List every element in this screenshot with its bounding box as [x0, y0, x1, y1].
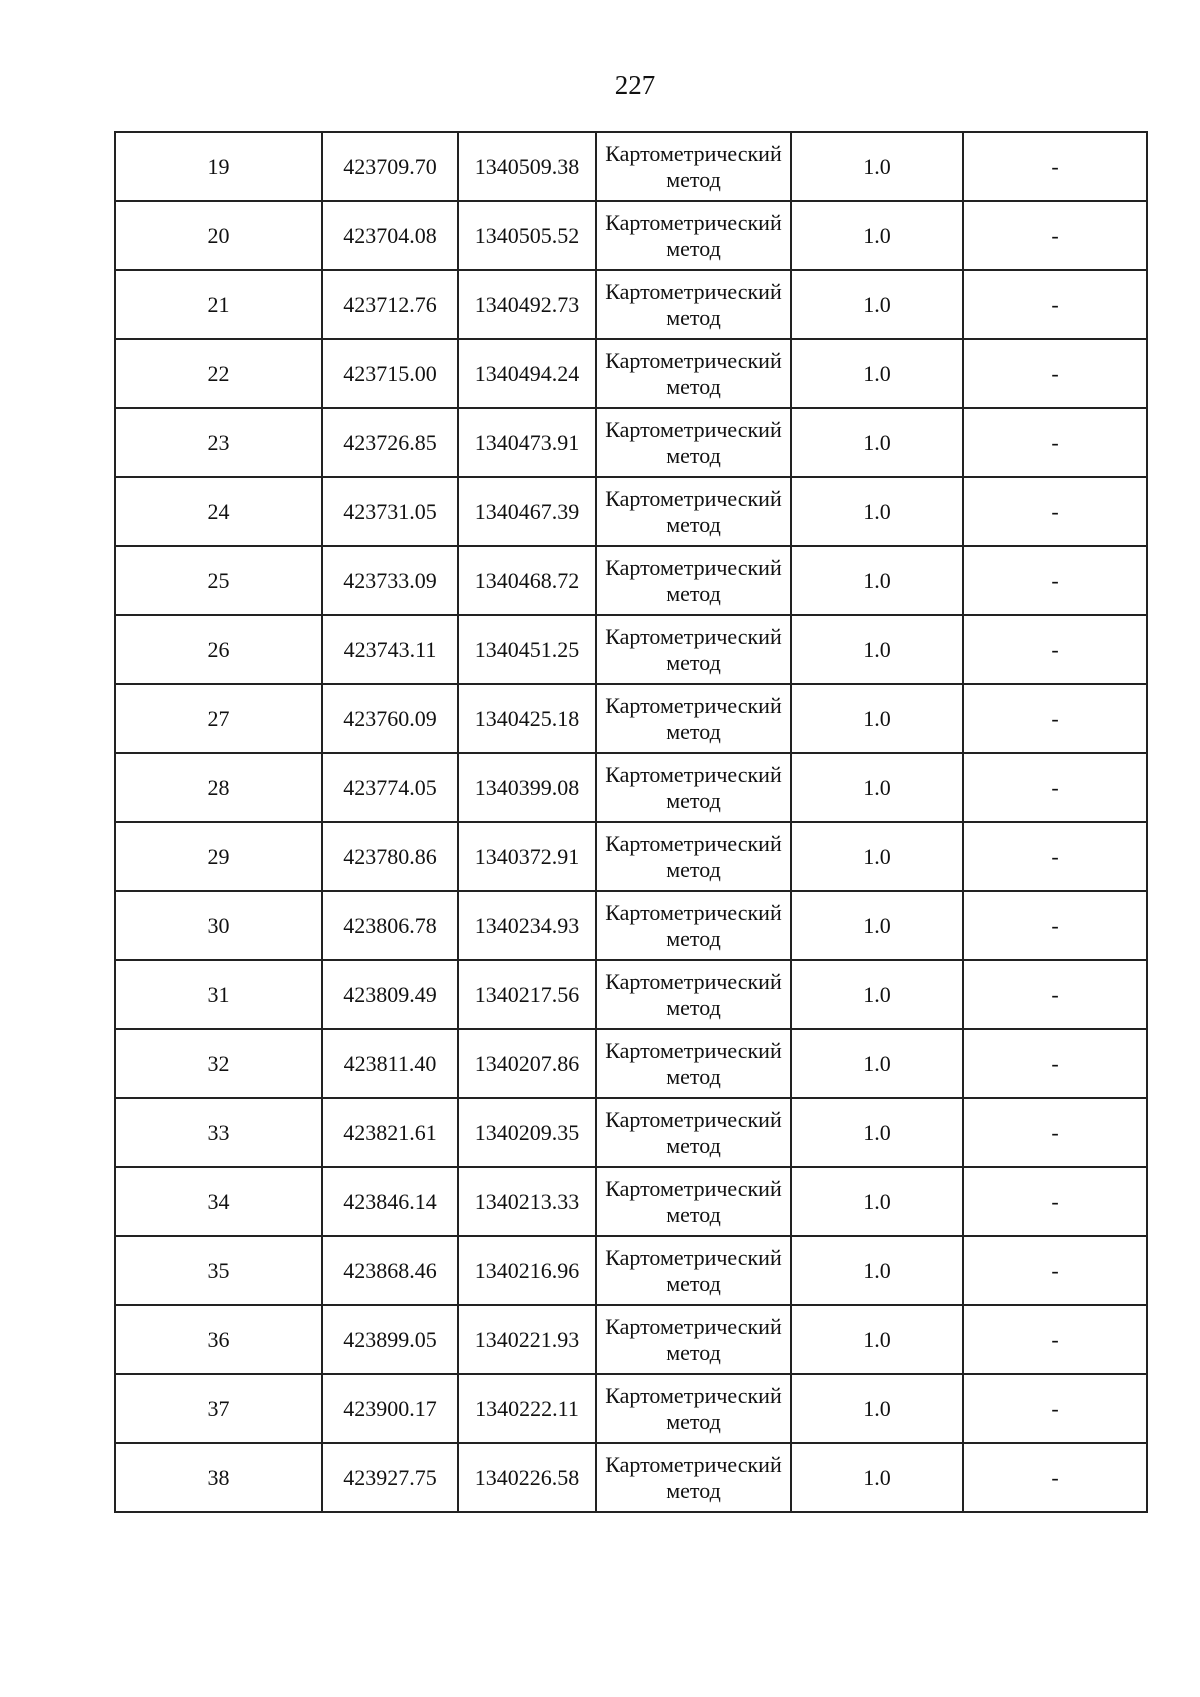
note-cell: -	[963, 132, 1147, 201]
x-coordinate-cell: 423821.61	[322, 1098, 458, 1167]
table-row	[115, 822, 1147, 891]
note-cell: -	[963, 408, 1147, 477]
note-cell: -	[963, 201, 1147, 270]
note-cell: -	[963, 270, 1147, 339]
method-label-line2: метод	[666, 1477, 721, 1503]
method-label-line2: метод	[666, 1408, 721, 1434]
y-coordinate-cell: 1340213.33	[458, 1167, 596, 1236]
table-row	[115, 1098, 1147, 1167]
table-row	[115, 408, 1147, 477]
note-cell: -	[963, 891, 1147, 960]
table-row	[115, 1029, 1147, 1098]
x-coordinate-cell: 423726.85	[322, 408, 458, 477]
method-label-line1: Картометрический	[605, 968, 782, 994]
y-coordinate-cell: 1340425.18	[458, 684, 596, 753]
method-cell	[596, 684, 791, 753]
x-coordinate-cell: 423868.46	[322, 1236, 458, 1305]
method-cell	[596, 891, 791, 960]
method-label-line1: Картометрический	[605, 1244, 782, 1270]
method-cell	[596, 1236, 791, 1305]
accuracy-cell: 1.0	[791, 132, 963, 201]
point-number-cell: 38	[115, 1443, 322, 1512]
method-label-line2: метод	[666, 304, 721, 330]
method-label-line2: метод	[666, 166, 721, 192]
point-number-cell: 31	[115, 960, 322, 1029]
method-cell	[596, 477, 791, 546]
x-coordinate-cell: 423704.08	[322, 201, 458, 270]
y-coordinate-cell: 1340217.56	[458, 960, 596, 1029]
method-label-line2: метод	[666, 511, 721, 537]
note-cell: -	[963, 1374, 1147, 1443]
note-cell: -	[963, 1305, 1147, 1374]
point-number-cell: 29	[115, 822, 322, 891]
point-number-cell: 35	[115, 1236, 322, 1305]
x-coordinate-cell: 423811.40	[322, 1029, 458, 1098]
method-cell	[596, 201, 791, 270]
method-cell	[596, 1374, 791, 1443]
method-cell	[596, 1029, 791, 1098]
point-number-cell: 19	[115, 132, 322, 201]
y-coordinate-cell: 1340399.08	[458, 753, 596, 822]
point-number-cell: 27	[115, 684, 322, 753]
note-cell: -	[963, 753, 1147, 822]
point-number-cell: 23	[115, 408, 322, 477]
note-cell: -	[963, 1167, 1147, 1236]
table-row	[115, 339, 1147, 408]
point-number-cell: 36	[115, 1305, 322, 1374]
note-cell: -	[963, 1029, 1147, 1098]
method-label-line2: метод	[666, 1201, 721, 1227]
note-cell: -	[963, 960, 1147, 1029]
note-cell: -	[963, 1236, 1147, 1305]
accuracy-cell: 1.0	[791, 822, 963, 891]
accuracy-cell: 1.0	[791, 1305, 963, 1374]
method-cell	[596, 753, 791, 822]
method-label-line1: Картометрический	[605, 554, 782, 580]
accuracy-cell: 1.0	[791, 270, 963, 339]
point-number-cell: 28	[115, 753, 322, 822]
x-coordinate-cell: 423715.00	[322, 339, 458, 408]
point-number-cell: 24	[115, 477, 322, 546]
method-cell	[596, 546, 791, 615]
note-cell: -	[963, 684, 1147, 753]
x-coordinate-cell: 423712.76	[322, 270, 458, 339]
table-row	[115, 891, 1147, 960]
table-row	[115, 615, 1147, 684]
x-coordinate-cell: 423731.05	[322, 477, 458, 546]
method-label-line1: Картометрический	[605, 830, 782, 856]
method-label-line2: метод	[666, 1270, 721, 1296]
method-cell	[596, 1443, 791, 1512]
x-coordinate-cell: 423809.49	[322, 960, 458, 1029]
page-number: 227	[614, 70, 656, 100]
point-number-cell: 33	[115, 1098, 322, 1167]
y-coordinate-cell: 1340492.73	[458, 270, 596, 339]
method-label-line1: Картометрический	[605, 416, 782, 442]
note-cell: -	[963, 546, 1147, 615]
method-cell	[596, 408, 791, 477]
accuracy-cell: 1.0	[791, 891, 963, 960]
x-coordinate-cell: 423846.14	[322, 1167, 458, 1236]
accuracy-cell: 1.0	[791, 1167, 963, 1236]
method-label-line2: метод	[666, 856, 721, 882]
accuracy-cell: 1.0	[791, 339, 963, 408]
y-coordinate-cell: 1340467.39	[458, 477, 596, 546]
y-coordinate-cell: 1340226.58	[458, 1443, 596, 1512]
method-label-line1: Картометрический	[605, 692, 782, 718]
table-row	[115, 684, 1147, 753]
x-coordinate-cell: 423806.78	[322, 891, 458, 960]
point-number-cell: 37	[115, 1374, 322, 1443]
coordinates-table	[114, 131, 1148, 1513]
x-coordinate-cell: 423780.86	[322, 822, 458, 891]
note-cell: -	[963, 339, 1147, 408]
note-cell: -	[963, 477, 1147, 546]
method-label-line1: Картометрический	[605, 1037, 782, 1063]
y-coordinate-cell: 1340234.93	[458, 891, 596, 960]
x-coordinate-cell: 423709.70	[322, 132, 458, 201]
method-label-line1: Картометрический	[605, 140, 782, 166]
accuracy-cell: 1.0	[791, 615, 963, 684]
accuracy-cell: 1.0	[791, 201, 963, 270]
method-cell	[596, 132, 791, 201]
accuracy-cell: 1.0	[791, 477, 963, 546]
table-row	[115, 1305, 1147, 1374]
accuracy-cell: 1.0	[791, 960, 963, 1029]
table-row	[115, 753, 1147, 822]
method-label-line2: метод	[666, 1132, 721, 1158]
method-cell	[596, 960, 791, 1029]
point-number-cell: 30	[115, 891, 322, 960]
method-cell	[596, 1167, 791, 1236]
table-row	[115, 201, 1147, 270]
x-coordinate-cell: 423899.05	[322, 1305, 458, 1374]
x-coordinate-cell: 423743.11	[322, 615, 458, 684]
y-coordinate-cell: 1340221.93	[458, 1305, 596, 1374]
table-row	[115, 477, 1147, 546]
method-cell	[596, 615, 791, 684]
method-label-line1: Картометрический	[605, 1382, 782, 1408]
accuracy-cell: 1.0	[791, 1029, 963, 1098]
y-coordinate-cell: 1340216.96	[458, 1236, 596, 1305]
method-cell	[596, 1098, 791, 1167]
method-cell	[596, 1305, 791, 1374]
x-coordinate-cell: 423733.09	[322, 546, 458, 615]
point-number-cell: 34	[115, 1167, 322, 1236]
y-coordinate-cell: 1340209.35	[458, 1098, 596, 1167]
method-label-line2: метод	[666, 1063, 721, 1089]
accuracy-cell: 1.0	[791, 1374, 963, 1443]
accuracy-cell: 1.0	[791, 546, 963, 615]
method-label-line1: Картометрический	[605, 623, 782, 649]
method-label-line1: Картометрический	[605, 485, 782, 511]
y-coordinate-cell: 1340451.25	[458, 615, 596, 684]
method-label-line2: метод	[666, 442, 721, 468]
table-row	[115, 132, 1147, 201]
accuracy-cell: 1.0	[791, 1098, 963, 1167]
x-coordinate-cell: 423927.75	[322, 1443, 458, 1512]
method-label-line2: метод	[666, 235, 721, 261]
accuracy-cell: 1.0	[791, 1443, 963, 1512]
accuracy-cell: 1.0	[791, 1236, 963, 1305]
method-cell	[596, 339, 791, 408]
point-number-cell: 32	[115, 1029, 322, 1098]
y-coordinate-cell: 1340207.86	[458, 1029, 596, 1098]
note-cell: -	[963, 822, 1147, 891]
point-number-cell: 26	[115, 615, 322, 684]
method-label-line2: метод	[666, 994, 721, 1020]
table-row	[115, 1167, 1147, 1236]
table-row	[115, 546, 1147, 615]
method-label-line2: метод	[666, 1339, 721, 1365]
point-number-cell: 21	[115, 270, 322, 339]
method-label-line1: Картометрический	[605, 761, 782, 787]
table-row	[115, 1443, 1147, 1512]
method-label-line1: Картометрический	[605, 1106, 782, 1132]
accuracy-cell: 1.0	[791, 753, 963, 822]
note-cell: -	[963, 1098, 1147, 1167]
method-label-line2: метод	[666, 787, 721, 813]
method-cell	[596, 822, 791, 891]
x-coordinate-cell: 423900.17	[322, 1374, 458, 1443]
note-cell: -	[963, 1443, 1147, 1512]
method-label-line2: метод	[666, 925, 721, 951]
y-coordinate-cell: 1340509.38	[458, 132, 596, 201]
y-coordinate-cell: 1340222.11	[458, 1374, 596, 1443]
point-number-cell: 22	[115, 339, 322, 408]
table-row	[115, 1236, 1147, 1305]
method-label-line2: метод	[666, 649, 721, 675]
accuracy-cell: 1.0	[791, 684, 963, 753]
method-label-line1: Картометрический	[605, 347, 782, 373]
method-label-line1: Картометрический	[605, 209, 782, 235]
y-coordinate-cell: 1340494.24	[458, 339, 596, 408]
method-cell	[596, 270, 791, 339]
method-label-line1: Картометрический	[605, 1313, 782, 1339]
method-label-line1: Картометрический	[605, 1175, 782, 1201]
x-coordinate-cell: 423774.05	[322, 753, 458, 822]
point-number-cell: 25	[115, 546, 322, 615]
method-label-line1: Картометрический	[605, 1451, 782, 1477]
method-label-line1: Картометрический	[605, 278, 782, 304]
accuracy-cell: 1.0	[791, 408, 963, 477]
y-coordinate-cell: 1340473.91	[458, 408, 596, 477]
method-label-line1: Картометрический	[605, 899, 782, 925]
y-coordinate-cell: 1340372.91	[458, 822, 596, 891]
table-row	[115, 1374, 1147, 1443]
y-coordinate-cell: 1340468.72	[458, 546, 596, 615]
note-cell: -	[963, 615, 1147, 684]
table-row	[115, 960, 1147, 1029]
coordinates-table-body	[115, 132, 1147, 1512]
y-coordinate-cell: 1340505.52	[458, 201, 596, 270]
x-coordinate-cell: 423760.09	[322, 684, 458, 753]
point-number-cell: 20	[115, 201, 322, 270]
method-label-line2: метод	[666, 718, 721, 744]
method-label-line2: метод	[666, 580, 721, 606]
method-label-line2: метод	[666, 373, 721, 399]
table-row	[115, 270, 1147, 339]
